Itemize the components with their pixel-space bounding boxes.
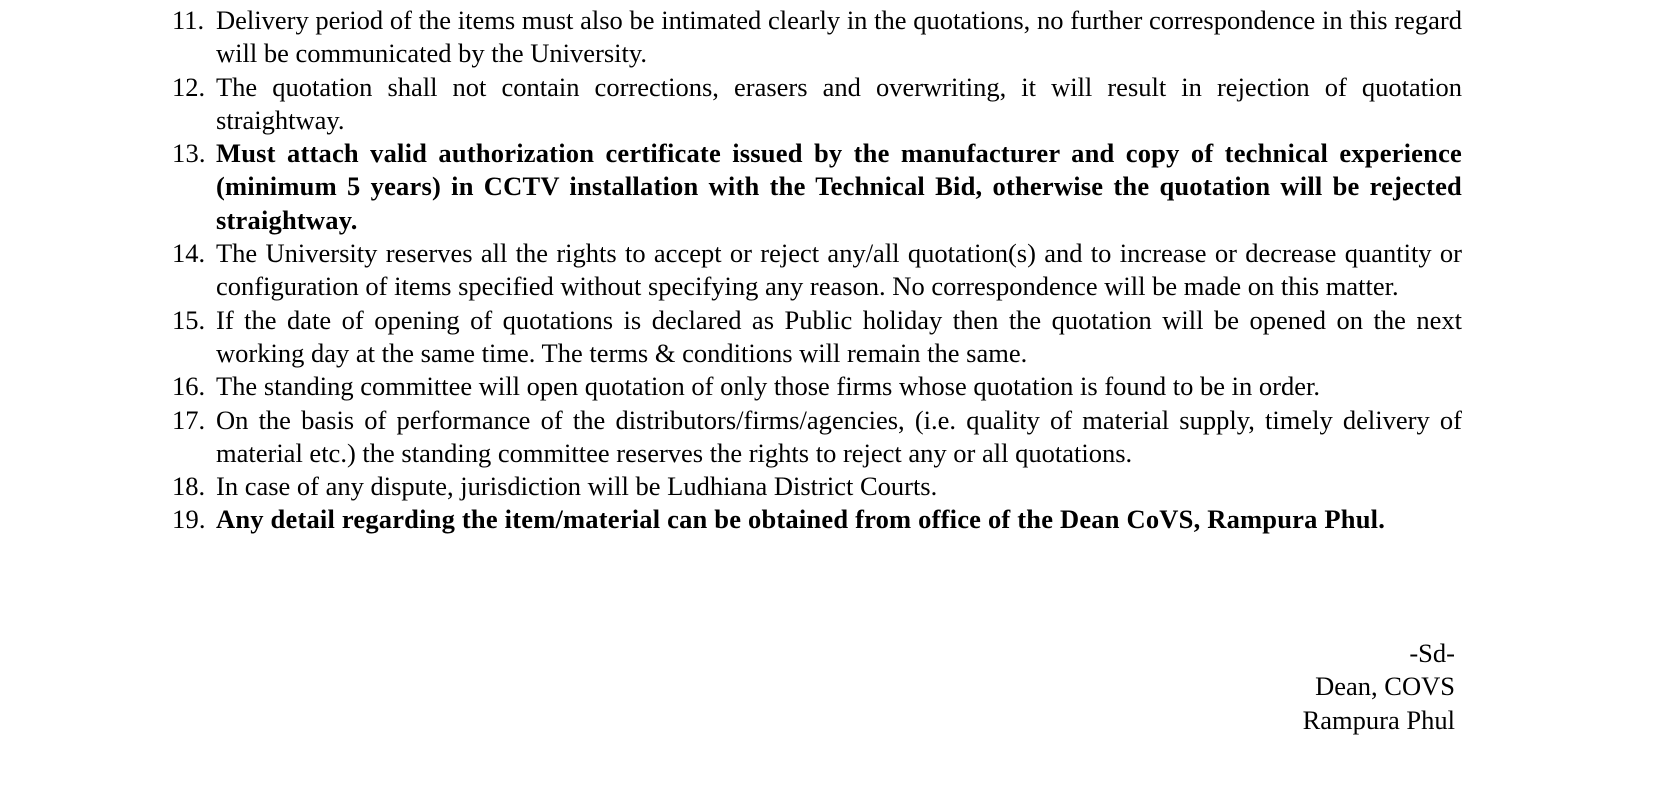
term-item xyxy=(172,137,1462,237)
term-item xyxy=(172,71,1462,138)
signature-block xyxy=(1303,637,1455,737)
term-text: If the date of opening of quotations is declared as Public holiday then the quotation will be opened on the next working day at the same time. The terms & conditions will remain the same. xyxy=(216,304,1462,368)
term-number: 15. xyxy=(172,304,206,335)
term-item xyxy=(172,237,1462,304)
term-number: 19. xyxy=(172,504,206,535)
term-text: Delivery period of the items must also be intimated clearly in the quotations, no further correspondence in this regard will be communicated by the University. xyxy=(216,5,1462,69)
signature-place: Rampura Phul xyxy=(1302,704,1455,735)
term-text: On the basis of performance of the distributors/firms/agencies, (i.e. quality of material supply, timely delivery of material etc.) the standing committee reserves the rights to reject any or all quotations. xyxy=(216,404,1462,468)
term-item xyxy=(172,503,1462,536)
term-number: 17. xyxy=(172,404,206,435)
term-text: In case of any dispute, jurisdiction will be Ludhiana District Courts. xyxy=(216,471,938,502)
term-number: 18. xyxy=(172,471,206,502)
term-text: Any detail regarding the item/material can be obtained from office of the Dean CoVS, Rampura Phul. xyxy=(216,504,1386,535)
term-text: The quotation shall not contain corrections, erasers and overwriting, it will result in rejection of quotation straightway. xyxy=(216,71,1462,135)
term-item xyxy=(172,370,1462,403)
term-number: 13. xyxy=(172,138,206,169)
term-number: 11. xyxy=(172,5,205,35)
terms-list xyxy=(172,4,1462,537)
term-item xyxy=(172,404,1462,471)
signature-designation: Dean, COVS xyxy=(1315,671,1455,702)
term-item xyxy=(172,470,1462,503)
term-number: 16. xyxy=(172,371,206,402)
term-number: 12. xyxy=(172,71,206,102)
signature-sd: -Sd- xyxy=(1409,638,1455,668)
term-item xyxy=(172,4,1462,71)
term-number: 14. xyxy=(172,238,206,269)
term-item xyxy=(172,304,1462,371)
term-text: The standing committee will open quotation of only those firms whose quotation is found to be in order. xyxy=(216,371,1320,402)
term-text: Must attach valid authorization certificate issued by the manufacturer and copy of technical experience (minimum 5 years) in CCTV installation with the Technical Bid, otherwise the quotation will be rejected straightway. xyxy=(216,138,1462,235)
term-text: The University reserves all the rights to accept or reject any/all quotation(s) and to increase or decrease quantity or configuration of items specified without specifying any reason. No correspondence will be made on this matter. xyxy=(216,238,1462,302)
